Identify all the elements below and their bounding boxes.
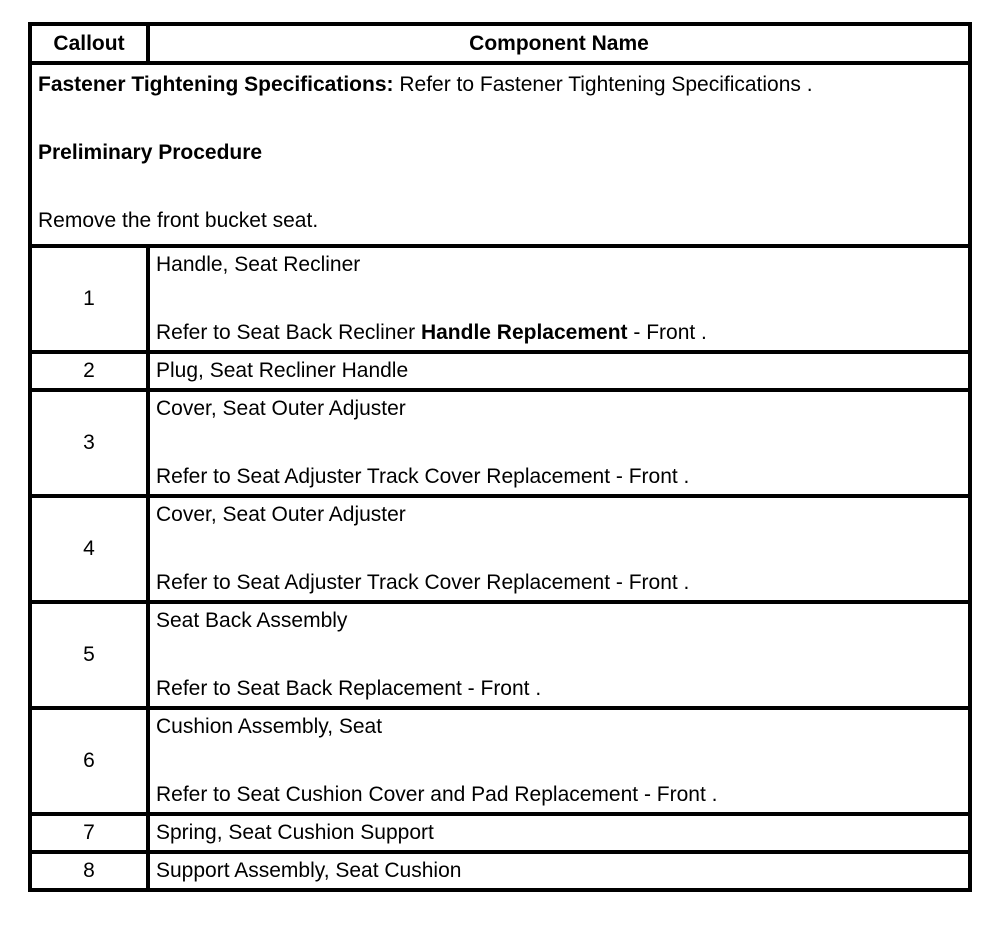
- intro-cell: [30, 63, 970, 246]
- callout-number: 7: [30, 814, 148, 852]
- table-header-row: [30, 24, 970, 63]
- component-cell: [148, 602, 970, 708]
- component-name: Cover, Seat Outer Adjuster: [156, 397, 406, 420]
- table-row: [30, 852, 970, 890]
- component-name: Seat Back Assembly: [156, 609, 348, 632]
- component-cell: [148, 246, 970, 352]
- component-name: Cover, Seat Outer Adjuster: [156, 503, 406, 526]
- callout-number: 4: [30, 496, 148, 602]
- component-cell: [148, 390, 970, 496]
- callout-number: 8: [30, 852, 148, 890]
- component-name: Cushion Assembly, Seat: [156, 715, 383, 738]
- component-cell: [148, 708, 970, 814]
- component-cell: [148, 496, 970, 602]
- fastener-spec-link[interactable]: Refer to Fastener Tightening Specifications .: [393, 73, 813, 96]
- table-row: [30, 708, 970, 814]
- component-name: Support Assembly, Seat Cushion: [156, 859, 462, 882]
- component-reference-link[interactable]: Refer to Seat Adjuster Track Cover Replacement - Front .: [156, 571, 690, 594]
- component-name-column-header: Component Name: [148, 24, 970, 63]
- callout-number: 5: [30, 602, 148, 708]
- component-name: Handle, Seat Recliner: [156, 253, 361, 276]
- callout-column-header: Callout: [30, 24, 148, 63]
- callout-number: 3: [30, 390, 148, 496]
- component-name: Plug, Seat Recliner Handle: [156, 359, 409, 382]
- component-table: [28, 22, 972, 892]
- component-name: Spring, Seat Cushion Support: [156, 821, 434, 844]
- table-row: [30, 814, 970, 852]
- component-reference-link[interactable]: Refer to Seat Cushion Cover and Pad Replacement - Front .: [156, 783, 718, 806]
- component-reference-link[interactable]: Refer to Seat Adjuster Track Cover Replacement - Front .: [156, 465, 690, 488]
- component-cell: [148, 814, 970, 852]
- callout-number: 2: [30, 352, 148, 390]
- table-row: [30, 390, 970, 496]
- component-cell: [148, 352, 970, 390]
- preliminary-step: Remove the front bucket seat.: [38, 209, 319, 232]
- fastener-spec-line: [38, 68, 962, 102]
- callout-number: 1: [30, 246, 148, 352]
- component-cell: [148, 852, 970, 890]
- table-row: [30, 352, 970, 390]
- component-reference-link[interactable]: Refer to Seat Back Recliner Handle Replacement - Front .: [156, 321, 707, 344]
- preliminary-procedure-heading: Preliminary Procedure: [38, 141, 263, 164]
- callout-number: 6: [30, 708, 148, 814]
- table-row: [30, 496, 970, 602]
- component-reference-link[interactable]: Refer to Seat Back Replacement - Front .: [156, 677, 542, 700]
- table-row: [30, 602, 970, 708]
- fastener-spec-label: Fastener Tightening Specifications:: [38, 73, 394, 96]
- table-row: [30, 246, 970, 352]
- intro-row: [30, 63, 970, 246]
